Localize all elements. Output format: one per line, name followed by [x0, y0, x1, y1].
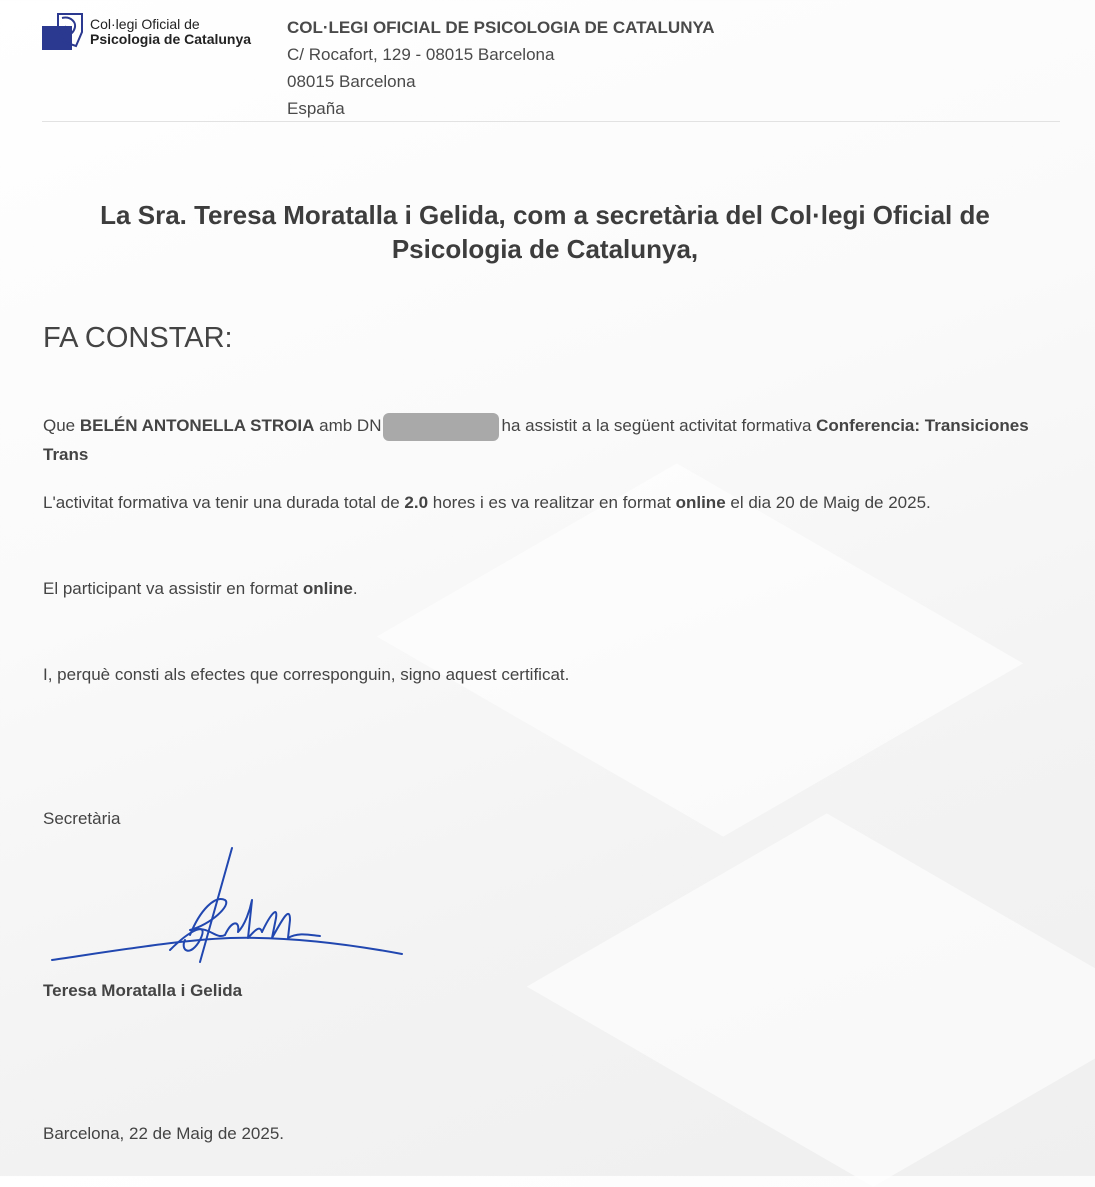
- signatory-name: Teresa Moratalla i Gelida: [43, 981, 243, 1000]
- text: ha assistit a la següent activitat formativa: [501, 416, 817, 435]
- signature: [40, 840, 420, 970]
- org-country: España: [287, 99, 345, 118]
- text: El participant va assistir en format: [43, 579, 303, 598]
- participant-name: BELÉN ANTONELLA STROIA: [79, 416, 315, 435]
- text: el dia 20 de Maig de 2025.: [725, 493, 931, 512]
- logo-line2: Psicologia de Catalunya: [90, 31, 252, 47]
- text: amb DN: [314, 416, 382, 435]
- format: online: [675, 493, 726, 512]
- text: hores i es va realitzar en format: [428, 493, 676, 512]
- logo: [42, 12, 251, 52]
- redacted-id: [383, 413, 499, 441]
- org-address: C/ Rocafort, 129 - 08015 Barcelona: [287, 45, 555, 64]
- activity-name: Conferencia: Transiciones Trans: [43, 416, 1029, 464]
- text: .: [352, 579, 358, 598]
- text: L'activitat formativa va tenir una durada total de: [43, 493, 405, 512]
- closing-paragraph: I, perquè consti als efectes que corresponguin, signo aquest certificat.: [43, 665, 570, 684]
- logo-line1: Col·legi Oficial de: [90, 16, 200, 32]
- org-name: COL·LEGI OFICIAL DE PSICOLOGIA DE CATALUNYA: [287, 18, 715, 37]
- org-city: 08015 Barcelona: [287, 72, 416, 91]
- org-address-block: [287, 14, 715, 122]
- fa-constar-heading: FA CONSTAR:: [43, 322, 233, 354]
- text: Que: [43, 416, 80, 435]
- place-and-date: Barcelona, 22 de Maig de 2025.: [43, 1124, 285, 1143]
- signatory-role: Secretària: [43, 809, 121, 828]
- duration-paragraph: [43, 489, 1063, 517]
- background-shape: [377, 463, 1023, 836]
- format: online: [302, 579, 353, 598]
- logo-icon: [42, 12, 84, 52]
- header-divider: [42, 121, 1060, 122]
- hours: 2.0: [404, 493, 429, 512]
- certificate-title: La Sra. Teresa Moratalla i Gelida, com a secretària del Col·legi Oficial de Psicologia de Catalunya,: [100, 200, 990, 264]
- participation-paragraph: [43, 575, 1063, 603]
- attendance-paragraph: [43, 412, 1063, 469]
